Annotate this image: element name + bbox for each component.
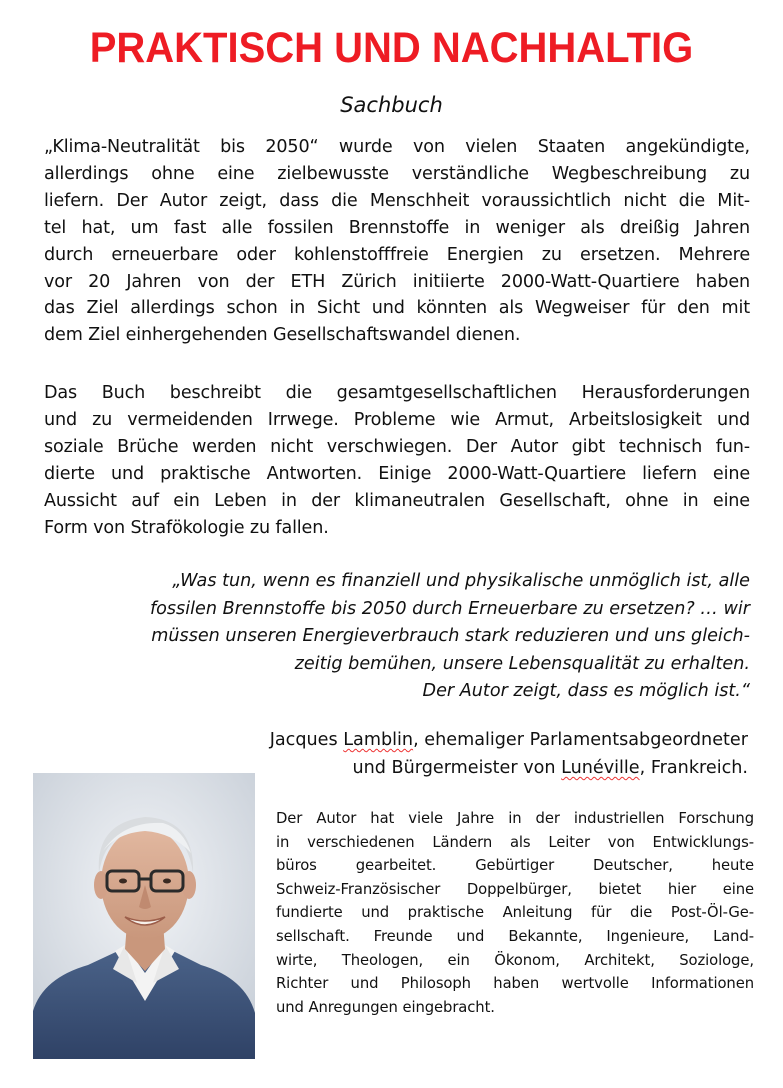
- text-line: Schweiz-Französischer Doppelbürger, bietet hier eine: [276, 880, 754, 898]
- author-portrait-image: [33, 773, 255, 1059]
- text-line: allerdings ohne eine zielbewusste verständliche Wegbeschreibung zu: [44, 163, 750, 184]
- text-line: fundierte und praktische Anleitung für die Post-Öl-Ge-: [276, 904, 754, 922]
- text-line: soziale Brüche werden nicht verschwiegen. Der Autor gibt technisch fun-: [44, 436, 750, 457]
- page-subtitle: Sachbuch: [340, 93, 443, 117]
- text-line: vor 20 Jahren von der ETH Zürich initiierte 2000-Watt-Quartiere haben: [44, 271, 750, 292]
- text-line: Richter und Philosoph haben wertvolle Informationen: [276, 975, 754, 993]
- text-line: „Was tun, wenn es finanziell und physikalische unmöglich ist, alle: [172, 571, 750, 591]
- attribution-place: Lunéville: [561, 758, 640, 778]
- text-line: „Klima-Neutralität bis 2050“ wurde von vielen Staaten angekündigte,: [44, 137, 750, 157]
- text-line: wirte, Theologen, ein Ökonom, Architekt, Soziologe,: [276, 951, 754, 969]
- attribution-line-2: und Bürgermeister von Lunéville, Frankreich.: [352, 758, 748, 778]
- text-line: und zu vermeidenden Irrwege. Probleme wie Armut, Arbeitslosigkeit und: [44, 409, 750, 430]
- text-line: tel hat, um fast alle fossilen Brennstoffe in weniger als dreißig Jahren: [44, 217, 750, 238]
- text-line: und Anregungen eingebracht.: [276, 998, 495, 1016]
- attribution-name: Lamblin: [343, 730, 414, 750]
- text-line: fossilen Brennstoffe bis 2050 durch Erneuerbare zu ersetzen? … wir: [149, 598, 750, 619]
- text-line: durch erneuerbare oder kohlenstofffreie Energien zu ersetzen. Mehrere: [44, 244, 750, 265]
- text-line: dem Ziel einhergehenden Gesellschaftswandel dienen.: [44, 325, 521, 346]
- author-bio: [276, 807, 754, 1019]
- summary-paragraph: [44, 380, 750, 541]
- text-line: müssen unseren Energieverbrauch stark reduzieren und uns gleich-: [151, 626, 750, 646]
- text-line: Das Buch beschreibt die gesamtgesellschaftlichen Herausforderungen: [44, 383, 750, 403]
- text-line: Aussicht auf ein Leben in der klimaneutralen Gesellschaft, ohne in eine: [44, 490, 750, 511]
- text-line: das Ziel allerdings schon in Sicht und könnten als Wegweiser für den mit: [44, 298, 750, 319]
- text-line: Der Autor hat viele Jahre in der industriellen Forschung: [276, 810, 754, 827]
- text-line: Der Autor zeigt, dass es möglich ist.“: [422, 681, 750, 701]
- page-title: PRAKTISCH UND NACHHALTIG: [89, 24, 694, 72]
- text-line: liefern. Der Autor zeigt, dass die Menschheit voraussichtlich nicht die Mit-: [44, 190, 750, 211]
- text-line: Form von Strafökologie zu fallen.: [44, 517, 329, 538]
- text-line: zeitig bemühen, unsere Lebensqualität zu erhalten.: [294, 653, 750, 674]
- intro-paragraph: [44, 134, 750, 349]
- attribution-line-1: Jacques Lamblin, ehemaliger Parlamentsabgeordneter: [269, 730, 748, 750]
- text-line: sellschaft. Freunde und Bekannte, Ingenieure, Land-: [276, 927, 754, 945]
- text-line: büros gearbeitet. Gebürtiger Deutscher, heute: [276, 857, 754, 875]
- text-line: in verschiedenen Ländern als Leiter von Entwicklungs-: [276, 833, 754, 851]
- endorsement-quote: [60, 568, 750, 706]
- author-photo: [33, 773, 255, 1059]
- text-line: dierte und praktische Antworten. Einige 2000-Watt-Quartiere liefern eine: [44, 463, 750, 484]
